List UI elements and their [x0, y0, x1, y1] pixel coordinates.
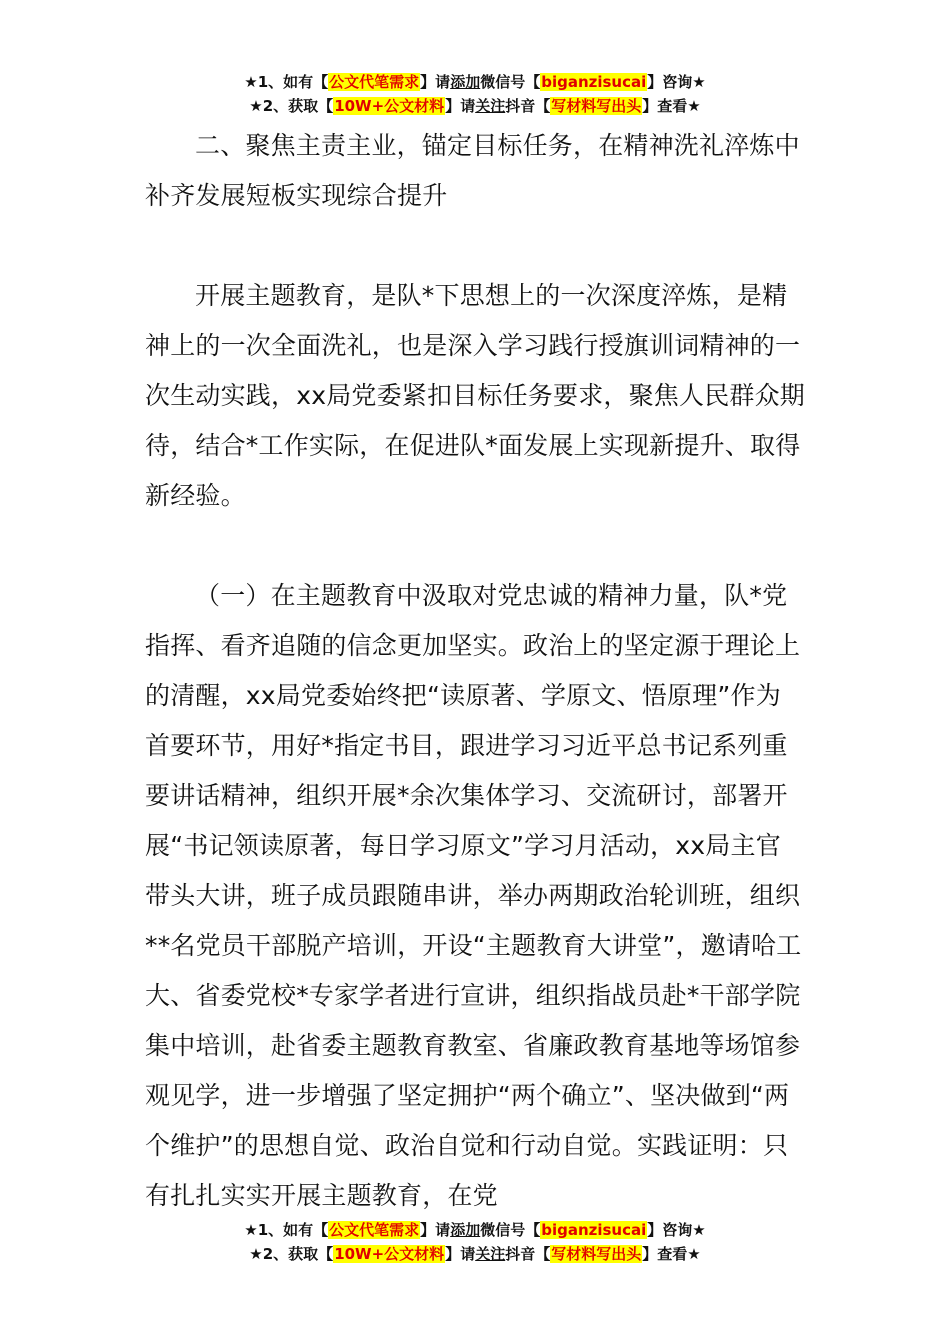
highlight-wechat-id: biganzisucai	[541, 73, 647, 91]
highlight-douyin-name: 写材料写出头	[551, 97, 642, 115]
banner-line-1: ★1、如有【公文代笔需求】请添加微信号【biganzisucai】咨询★	[244, 1221, 706, 1239]
document-body	[145, 121, 805, 1221]
paragraph-2: （一）在主题教育中汲取对党忠诚的精神力量，队*党指挥、看齐追随的信念更加坚实。政治上的坚定源于理论上的清醒，xx局党委始终把“读原著、学原文、悟原理”作为首要环节，用好*指定书目，跟进学习习近平总书记系列重要讲话精神，组织开展*余次集体学习、交流研讨，部署开展“书记领读原著，每日学习原文”学习月活动，xx局主官带头大讲，班子成员跟随串讲，举办两期政治轮训班，组织**名党员干部脱产培训，开设“主题教育大讲堂”，邀请哈工大、省委党校*专家学者进行宣讲，组织指战员赴*干部学院集中培训，赴省委主题教育教室、省廉政教育基地等场馆参观见学，进一步增强了坚定拥护“两个确立”、坚决做到“两个维护”的思想自觉、政治自觉和行动自觉。实践证明：只有扎扎实实开展主题教育，在党	[145, 581, 802, 1210]
highlight-materials: 10W+公文材料	[334, 1245, 445, 1263]
highlight-materials: 10W+公文材料	[334, 97, 445, 115]
bottom-banner	[0, 1218, 950, 1266]
highlight-douyin-name: 写材料写出头	[551, 1245, 642, 1263]
star-icon: ★	[244, 73, 258, 91]
highlight-wechat-id: biganzisucai	[541, 1221, 647, 1239]
star-icon: ★	[244, 1221, 258, 1239]
banner-line-1: ★1、如有【公文代笔需求】请添加微信号【biganzisucai】咨询★	[244, 73, 706, 91]
highlight-service: 公文代笔需求	[329, 73, 420, 91]
highlight-service: 公文代笔需求	[329, 1221, 420, 1239]
star-icon: ★	[249, 1245, 263, 1263]
banner-line-2: ★2、获取【10W+公文材料】请关注抖音【写材料写出头】查看★	[249, 97, 701, 115]
top-banner	[0, 70, 950, 118]
section-heading: 二、聚焦主责主业，锚定目标任务，在精神洗礼淬炼中补齐发展短板实现综合提升	[145, 131, 800, 210]
banner-line-2: ★2、获取【10W+公文材料】请关注抖音【写材料写出头】查看★	[249, 1245, 701, 1263]
paragraph-1: 开展主题教育，是队*下思想上的一次深度淬炼，是精神上的一次全面洗礼，也是深入学习践行授旗训词精神的一次生动实践，xx局党委紧扣目标任务要求，聚焦人民群众期待，结合*工作实际，在促进队*面发展上实现新提升、取得新经验。	[145, 281, 805, 510]
star-icon: ★	[249, 97, 263, 115]
